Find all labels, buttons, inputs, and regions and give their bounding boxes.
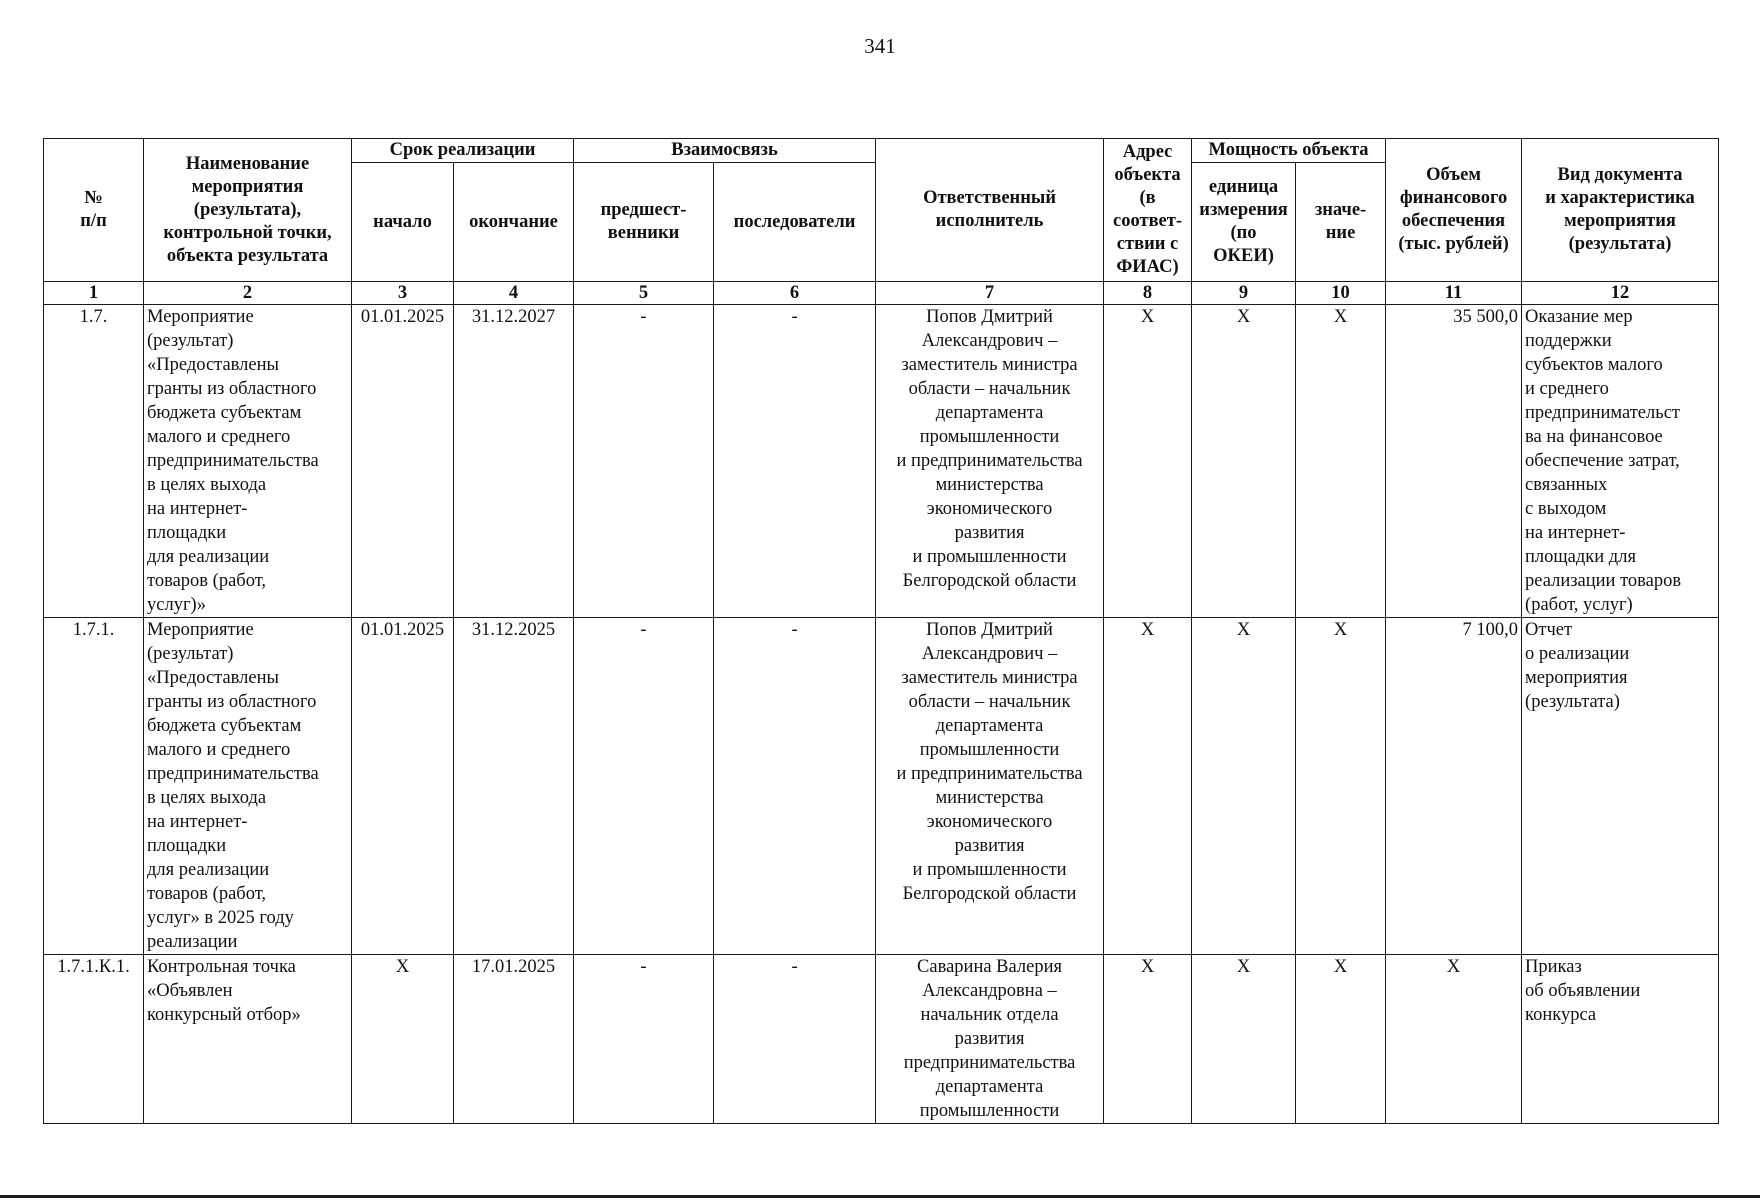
column-number: 11: [1386, 282, 1522, 305]
column-number: 4: [454, 282, 574, 305]
row-successors: -: [714, 618, 876, 955]
row-responsible: Саварина Валерия Александровна – начальник отдела развития предпринимательства департамента промышленности: [876, 955, 1104, 1124]
row-name: Мероприятие (результат) «Предоставлены гранты из областного бюджета субъектам малого и среднего предпринимательства в целях выхода на интернет- площадки для реализации товаров (работ, услуг» в 2025 году реализации: [144, 618, 352, 955]
header-funding: Объем финансового обеспечения (тыс. рублей): [1386, 139, 1522, 282]
row-document: Отчет о реализации мероприятия (результата): [1522, 618, 1719, 955]
table-row: [44, 618, 1719, 955]
row-number: 1.7.1.: [44, 618, 144, 955]
header-number: № п/п: [44, 139, 144, 282]
column-number-row: [44, 282, 1719, 305]
row-successors: -: [714, 955, 876, 1124]
column-number: 12: [1522, 282, 1719, 305]
row-funding: 7 100,0: [1386, 618, 1522, 955]
table-row: [44, 305, 1719, 618]
column-number: 6: [714, 282, 876, 305]
row-end-date: 17.01.2025: [454, 955, 574, 1124]
header-group-capacity: Мощность объекта: [1192, 139, 1386, 163]
table-row: [44, 955, 1719, 1124]
column-number: 8: [1104, 282, 1192, 305]
column-number: 1: [44, 282, 144, 305]
header-end: окончание: [454, 163, 574, 282]
row-value: X: [1296, 305, 1386, 618]
row-funding: X: [1386, 955, 1522, 1124]
row-document: Оказание мер поддержки субъектов малого и среднего предпринимательст ва на финансовое обеспечение затрат, связанных с выходом на интернет- площадки для реализации товаров (работ, услуг): [1522, 305, 1719, 618]
row-unit: X: [1192, 618, 1296, 955]
header-address: Адрес объекта (в соответ- ствии с ФИАС): [1104, 139, 1192, 282]
row-responsible: Попов Дмитрий Александрович – заместитель министра области – начальник департамента промышленности и предпринимательства министерства экономического развития и промышленности Белгородской области: [876, 305, 1104, 618]
row-name: Мероприятие (результат) «Предоставлены гранты из областного бюджета субъектам малого и среднего предпринимательства в целях выхода на интернет- площадки для реализации товаров (работ, услуг)»: [144, 305, 352, 618]
row-number: 1.7.1.К.1.: [44, 955, 144, 1124]
header-unit: единица измерения (по ОКЕИ): [1192, 163, 1296, 282]
row-value: X: [1296, 955, 1386, 1124]
row-number: 1.7.: [44, 305, 144, 618]
header-responsible: Ответственный исполнитель: [876, 139, 1104, 282]
row-address: X: [1104, 955, 1192, 1124]
row-responsible: Попов Дмитрий Александрович – заместитель министра области – начальник департамента промышленности и предпринимательства министерства экономического развития и промышленности Белгородской области: [876, 618, 1104, 955]
header-group-term: Срок реализации: [352, 139, 574, 163]
row-start-date: 01.01.2025: [352, 618, 454, 955]
row-value: X: [1296, 618, 1386, 955]
column-number: 7: [876, 282, 1104, 305]
column-number: 10: [1296, 282, 1386, 305]
header-document: Вид документа и характеристика мероприятия (результата): [1522, 139, 1719, 282]
column-number: 5: [574, 282, 714, 305]
header-row-top: [44, 139, 1719, 163]
header-value: значе- ние: [1296, 163, 1386, 282]
column-number: 9: [1192, 282, 1296, 305]
implementation-plan-table: [43, 138, 1719, 1124]
row-document: Приказ об объявлении конкурса: [1522, 955, 1719, 1124]
header-group-link: Взаимосвязь: [574, 139, 876, 163]
row-start-date: 01.01.2025: [352, 305, 454, 618]
row-predecessors: -: [574, 618, 714, 955]
row-end-date: 31.12.2027: [454, 305, 574, 618]
bottom-rule: [0, 1195, 1760, 1198]
table-header: [44, 139, 1719, 305]
header-successors: последователи: [714, 163, 876, 282]
row-predecessors: -: [574, 305, 714, 618]
row-end-date: 31.12.2025: [454, 618, 574, 955]
row-unit: X: [1192, 955, 1296, 1124]
page-number: 341: [864, 34, 896, 58]
row-address: X: [1104, 305, 1192, 618]
table-body: [44, 305, 1719, 1124]
column-number: 3: [352, 282, 454, 305]
header-start: начало: [352, 163, 454, 282]
row-funding: 35 500,0: [1386, 305, 1522, 618]
row-address: X: [1104, 618, 1192, 955]
row-unit: X: [1192, 305, 1296, 618]
header-predecessors: предшест- венники: [574, 163, 714, 282]
header-name: Наименование мероприятия (результата), контрольной точки, объекта результата: [144, 139, 352, 282]
row-name: Контрольная точка «Объявлен конкурсный отбор»: [144, 955, 352, 1124]
row-successors: -: [714, 305, 876, 618]
row-predecessors: -: [574, 955, 714, 1124]
row-start-date: X: [352, 955, 454, 1124]
column-number: 2: [144, 282, 352, 305]
